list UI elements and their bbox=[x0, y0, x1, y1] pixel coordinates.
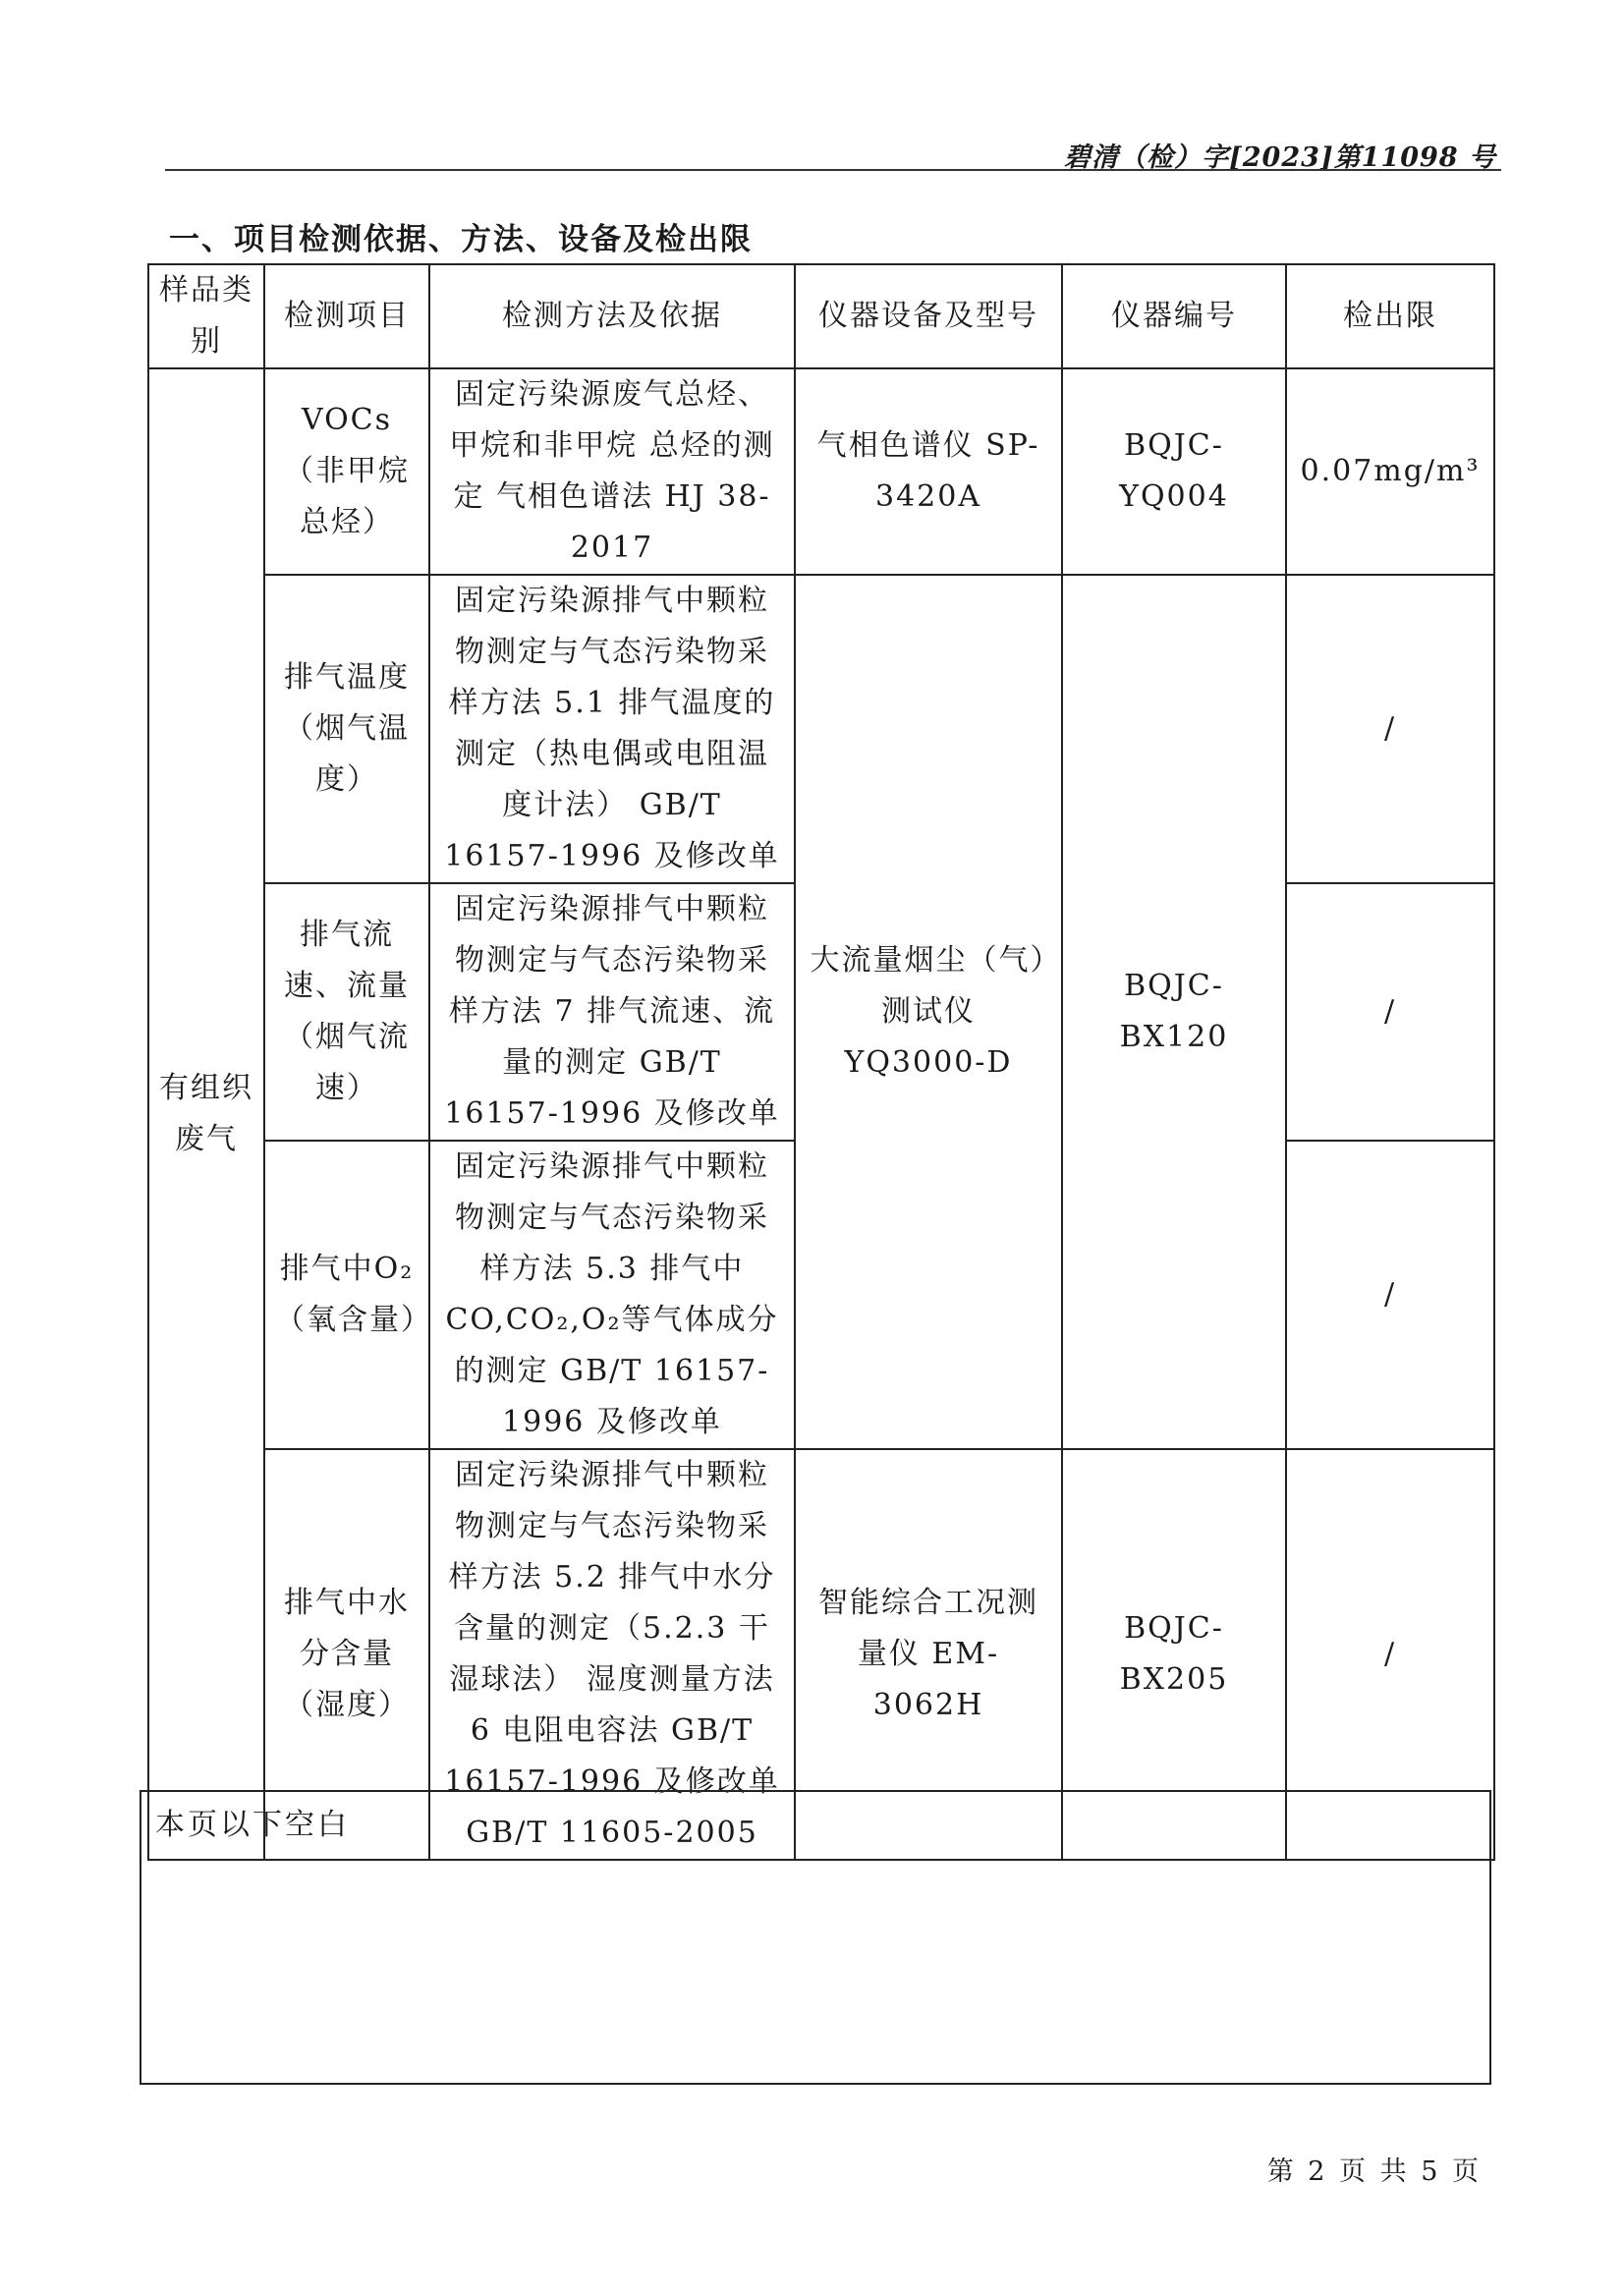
test-item-cell: VOCs（非甲烷总烃） bbox=[264, 368, 429, 575]
header-detection-limit: 检出限 bbox=[1286, 264, 1494, 368]
instrument-number-cell: BQJC-BX205 bbox=[1062, 1449, 1286, 1860]
instrument-cell: 气相色谱仪 SP-3420A bbox=[795, 368, 1062, 575]
method-cell: 固定污染源排气中颗粒物测定与气态污染物采样方法 5.3 排气中CO,CO₂,O₂等气体成分的测定 GB/T 16157-1996 及修改单 bbox=[429, 1141, 795, 1449]
header-test-item: 检测项目 bbox=[264, 264, 429, 368]
table-row bbox=[148, 575, 1494, 883]
method-cell: 固定污染源排气中颗粒物测定与气态污染物采样方法 5.2 排气中水分含量的测定（5.2.3 干湿球法） 湿度测量方法 6 电阻电容法 GB/T 16157-1996 及修改单 GB/T 11605-2005 bbox=[429, 1449, 795, 1860]
method-cell: 固定污染源排气中颗粒物测定与气态污染物采样方法 7 排气流速、流量的测定 GB/T 16157-1996 及修改单 bbox=[429, 883, 795, 1141]
detection-limit-cell: / bbox=[1286, 883, 1494, 1141]
detection-limit-cell: / bbox=[1286, 575, 1494, 883]
test-item-cell: 排气温度（烟气温度） bbox=[264, 575, 429, 883]
table-header-row bbox=[148, 264, 1494, 368]
detection-limit-cell: / bbox=[1286, 1449, 1494, 1860]
shared-instrument-cell: 大流量烟尘（气）测试仪 YQ3000-D bbox=[795, 575, 1062, 1449]
table-row bbox=[148, 368, 1494, 575]
detection-limit-cell: / bbox=[1286, 1141, 1494, 1449]
detection-limit-cell: 0.07mg/m³ bbox=[1286, 368, 1494, 575]
page-number: 第 2 页 共 5 页 bbox=[1266, 2156, 1482, 2187]
header-instrument-model: 仪器设备及型号 bbox=[795, 264, 1062, 368]
shared-instrument-number-cell: BQJC-BX120 bbox=[1062, 575, 1286, 1449]
blank-remainder-box bbox=[140, 1790, 1491, 2085]
header-sample-category: 样品类别 bbox=[148, 264, 264, 368]
sample-category-cell: 有组织废气 bbox=[148, 368, 264, 1860]
report-reference: 碧清（检）字[2023]第11098 号 bbox=[1063, 142, 1496, 173]
section-title: 一、项目检测依据、方法、设备及检出限 bbox=[169, 222, 753, 257]
test-item-cell: 排气中O₂（氧含量） bbox=[264, 1141, 429, 1449]
instrument-cell: 智能综合工况测量仪 EM-3062H bbox=[795, 1449, 1062, 1860]
header-instrument-number: 仪器编号 bbox=[1062, 264, 1286, 368]
header-divider bbox=[165, 169, 1501, 171]
detection-method-table bbox=[147, 263, 1495, 1861]
header-method-basis: 检测方法及依据 bbox=[429, 264, 795, 368]
test-item-cell: 排气中水分含量（湿度） bbox=[264, 1449, 429, 1860]
test-item-cell: 排气流速、流量（烟气流速） bbox=[264, 883, 429, 1141]
method-cell: 固定污染源废气总烃、甲烷和非甲烷 总烃的测定 气相色谱法 HJ 38-2017 bbox=[429, 368, 795, 575]
method-cell: 固定污染源排气中颗粒物测定与气态污染物采样方法 5.1 排气温度的测定（热电偶或电阻温度计法） GB/T 16157-1996 及修改单 bbox=[429, 575, 795, 883]
blank-remainder-note: 本页以下空白 bbox=[155, 1808, 350, 1842]
instrument-number-cell: BQJC-YQ004 bbox=[1062, 368, 1286, 575]
